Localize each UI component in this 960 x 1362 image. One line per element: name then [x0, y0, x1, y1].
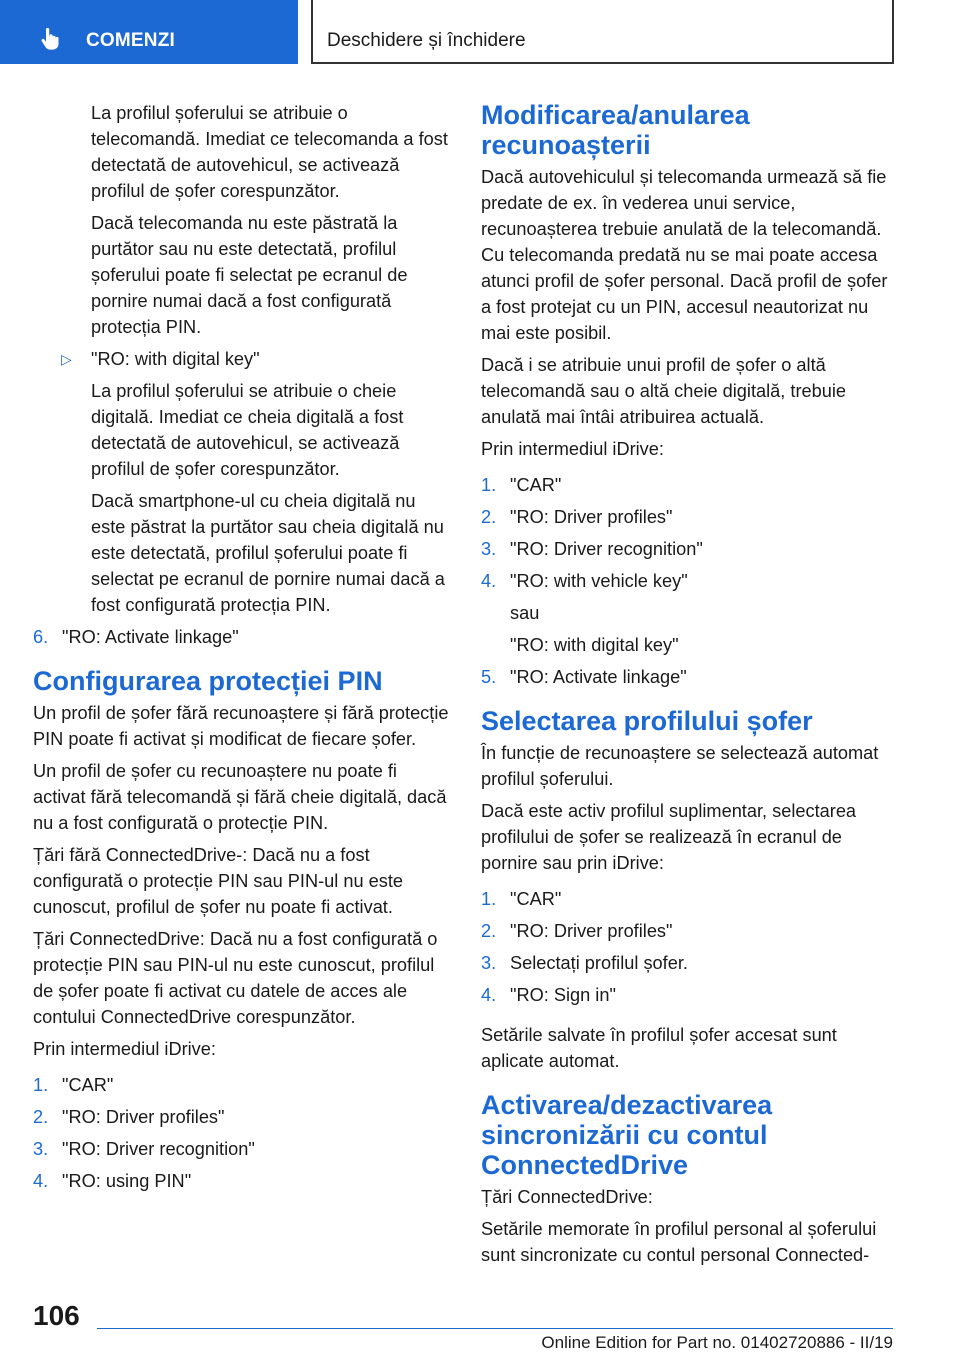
paragraph: Prin intermediul iDrive:	[481, 439, 664, 459]
step-text: "RO: Driver profiles"	[510, 921, 673, 941]
footer-divider	[97, 1328, 893, 1329]
step-text: "RO: Driver recognition"	[510, 539, 703, 559]
step-text: "CAR"	[510, 475, 562, 495]
step-text: "RO: Driver recognition"	[62, 1139, 255, 1159]
step-number: 1.	[481, 889, 497, 909]
step-text: "RO: Activate linkage"	[510, 667, 687, 687]
chapter-box	[311, 0, 894, 64]
list-item	[33, 1168, 451, 1194]
list-item	[481, 982, 898, 1008]
step-text: "RO: Driver profiles"	[62, 1107, 225, 1127]
list-item	[33, 624, 451, 650]
paragraph: Setările salvate în profilul șofer accesat sunt aplicate automat.	[481, 1025, 837, 1071]
section-heading: Configurarea protecției PIN	[33, 666, 383, 696]
step-number: 3.	[33, 1139, 49, 1159]
numbered-list	[481, 886, 898, 1008]
paragraph: Țări ConnectedDrive:	[481, 1187, 653, 1207]
list-item	[33, 1072, 451, 1098]
step-text: "RO: Driver profiles"	[510, 507, 673, 527]
section-tab	[0, 0, 298, 64]
step-number: 4.	[481, 985, 497, 1005]
step-text: Selectați profilul șofer.	[510, 953, 688, 973]
step-number: 2.	[33, 1107, 49, 1127]
list-item	[481, 568, 898, 594]
chapter-title: Deschidere și închidere	[327, 30, 526, 51]
step-number: 1.	[33, 1075, 49, 1095]
step-text: "CAR"	[510, 889, 562, 909]
step-text: "RO: Activate linkage"	[62, 627, 239, 647]
step-number: 1.	[481, 475, 497, 495]
section-label: COMENZI	[86, 30, 176, 51]
paragraph: La profilul șoferului se atribuie o telecomandă. Imediat ce telecomanda a fost detectată de autovehicul, se activează profilul de șofer corespunzător.	[91, 103, 448, 201]
right-column	[481, 100, 898, 1274]
list-item	[481, 472, 898, 498]
step-text: "CAR"	[62, 1075, 114, 1095]
step-number: 5.	[481, 667, 497, 687]
numbered-list	[481, 472, 898, 690]
pointing-hand-icon	[40, 28, 62, 50]
page-header	[0, 0, 960, 66]
list-item	[481, 504, 898, 530]
edition-text: Online Edition for Part no. 01402720886 - II/19	[541, 1333, 893, 1352]
step-number: 6.	[33, 627, 49, 647]
numbered-list	[33, 1072, 451, 1194]
list-item	[481, 536, 898, 562]
step-number: 2.	[481, 507, 497, 527]
paragraph: Dacă telecomanda nu este păstrată la purtător sau nu este detectată, profilul șoferului poate fi selectat pe ecranul de pornire numai dacă a fost configurată protecția PIN.	[91, 213, 408, 337]
paragraph: Setările memorate în profilul personal al șoferului sunt sincronizate cu contul personal Connected-	[481, 1219, 877, 1265]
step-number: 2.	[481, 921, 497, 941]
step-number: 4.	[481, 571, 497, 591]
list-item	[481, 664, 898, 690]
triangle-item-text: "RO: with digital key"	[91, 349, 260, 369]
list-item	[481, 918, 898, 944]
triangle-right-icon: ▷	[61, 351, 72, 367]
list-item	[481, 886, 898, 912]
list-item	[33, 1136, 451, 1162]
section-heading: Modificarea/anularea recunoașterii	[481, 100, 750, 160]
step-number: 3.	[481, 539, 497, 559]
paragraph: Dacă autovehiculul și telecomanda urmează să fie predate de ex. în vederea unui service, recunoașterea trebuie anulată de la telecomandă. Cu telecomanda predată nu se mai poate accesa atunci profil de șofer personal. Dacă profil de șofer a fost protejat cu un PIN, accesul neautorizat nu mai este posibil.	[481, 167, 888, 343]
paragraph: Dacă smartphone-ul cu cheia digitală nu este păstrat la purtător sau cheia digitală nu este detectată, profilul șoferului poate fi selectat pe ecranul de pornire numai dacă a fost configurată protecția PIN.	[91, 491, 445, 615]
step-text: "RO: Sign in"	[510, 985, 616, 1005]
triangle-list-item	[61, 346, 451, 372]
section-heading: Selectarea profilului șofer	[481, 706, 813, 736]
paragraph: Dacă i se atribuie unui profil de șofer o altă telecomandă sau o altă cheie digitală, trebuie anulată mai întâi atribuirea actuală.	[481, 355, 847, 427]
section-heading: Activarea/dezactivarea sincronizării cu contul ConnectedDrive	[481, 1090, 773, 1180]
step-text: "RO: with vehicle key"	[510, 571, 688, 591]
left-column	[33, 100, 451, 1208]
page-number: 106	[33, 1300, 80, 1331]
step-continuation: "RO: with digital key"	[510, 635, 679, 655]
list-item	[33, 1104, 451, 1130]
paragraph: Țări fără ConnectedDrive-: Dacă nu a fost configurată o protecție PIN sau PIN-ul nu este cunoscut, profilul de șofer nu poate fi activat.	[33, 845, 404, 917]
step-text: "RO: using PIN"	[62, 1171, 192, 1191]
paragraph: Un profil de șofer fără recunoaștere și fără protecție PIN poate fi activat și modificat de fiecare șofer.	[33, 703, 449, 749]
paragraph: Prin intermediul iDrive:	[33, 1039, 216, 1059]
paragraph: Un profil de șofer cu recunoaștere nu poate fi activat fără telecomandă și fără cheie digitală, dacă nu a fost configurată o protecție PIN.	[33, 761, 447, 833]
step-continuation: sau	[510, 603, 540, 623]
paragraph: În funcție de recunoaștere se selectează automat profilul șoferului.	[481, 743, 879, 789]
paragraph: Dacă este activ profilul suplimentar, selectarea profilului de șofer se realizează în ecranul de pornire sau prin iDrive:	[481, 801, 857, 873]
paragraph: La profilul șoferului se atribuie o cheie digitală. Imediat ce cheia digitală a fost detectată de autovehicul, se activează profilul de șofer corespunzător.	[91, 381, 404, 479]
paragraph: Țări ConnectedDrive: Dacă nu a fost configurată o protecție PIN sau PIN-ul nu este cunoscut, profilul de șofer poate fi activat cu datele de acces ale contului ConnectedDrive corespunzător.	[33, 929, 438, 1027]
list-item	[481, 950, 898, 976]
step-number: 4.	[33, 1171, 49, 1191]
step-number: 3.	[481, 953, 497, 973]
